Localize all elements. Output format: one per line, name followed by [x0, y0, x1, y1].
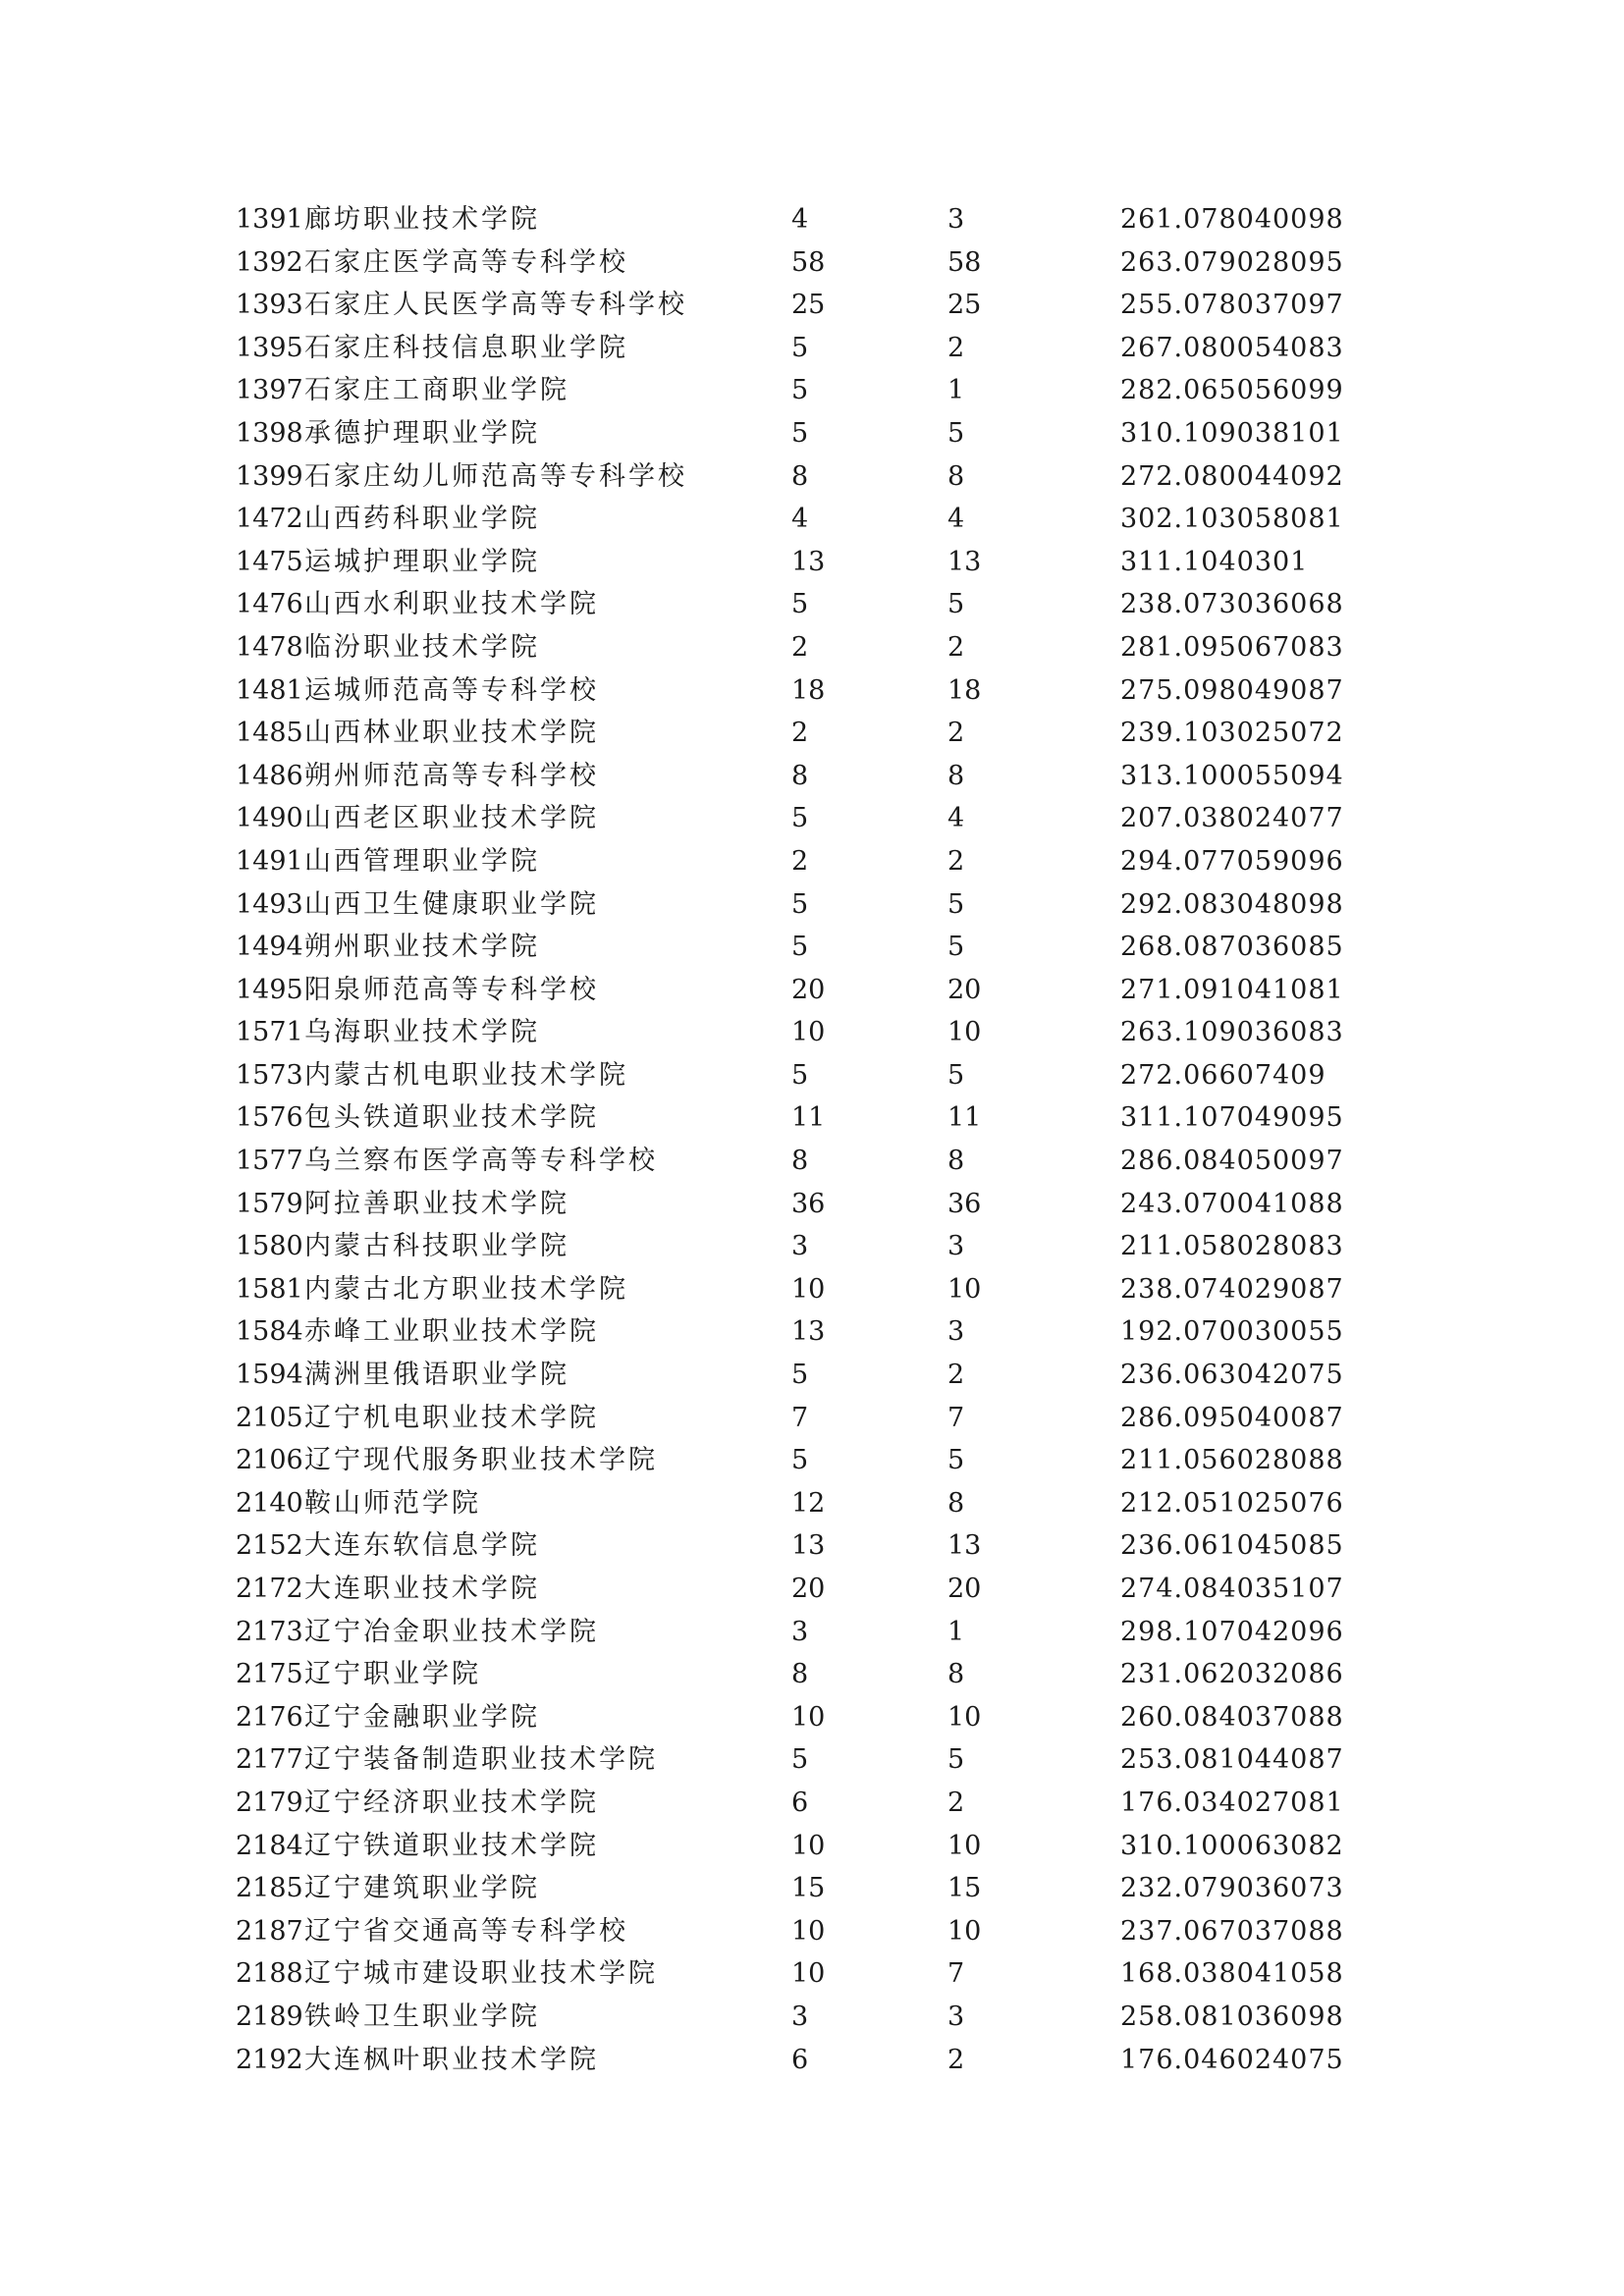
table-row	[0, 327, 1624, 370]
table-row	[0, 498, 1624, 541]
admitted-count: 3	[947, 1316, 965, 1348]
score-value: 253.081044087	[1120, 1744, 1344, 1776]
school-name: 山西管理职业学院	[304, 845, 540, 877]
score-value: 168.038041058	[1120, 1958, 1344, 1990]
school-code: 1472	[236, 504, 303, 535]
school-code: 1581	[236, 1273, 303, 1305]
table-row	[0, 1183, 1624, 1226]
school-name: 大连职业技术学院	[304, 1574, 540, 1604]
admitted-count: 36	[947, 1188, 982, 1219]
school-name: 大连枫叶职业技术学院	[304, 2044, 599, 2075]
plan-count: 2	[791, 631, 809, 663]
score-value: 236.061045085	[1120, 1530, 1344, 1562]
score-value: 239.103025072	[1120, 718, 1344, 749]
school-name: 运城护理职业学院	[304, 546, 540, 577]
school-name: 大连东软信息学院	[304, 1530, 540, 1562]
admitted-count: 5	[947, 1059, 965, 1091]
school-name: 赤峰工业职业技术学院	[304, 1316, 599, 1348]
school-name: 辽宁建筑职业学院	[304, 1873, 540, 1904]
school-code: 1494	[236, 932, 303, 963]
school-name: 铁岭卫生职业学院	[304, 2001, 540, 2032]
admitted-count: 11	[947, 1102, 982, 1134]
school-name: 辽宁金融职业学院	[304, 1701, 540, 1733]
plan-count: 20	[791, 974, 826, 1005]
school-name: 承德护理职业学院	[304, 417, 540, 449]
school-code: 2187	[236, 1915, 303, 1947]
score-value: 211.058028083	[1120, 1231, 1344, 1262]
school-code: 1476	[236, 589, 303, 620]
score-value: 212.051025076	[1120, 1487, 1344, 1519]
school-code: 1495	[236, 974, 303, 1005]
table-row	[0, 1910, 1624, 1953]
score-value: 311.107049095	[1120, 1102, 1344, 1134]
school-code: 2175	[236, 1659, 303, 1690]
table-row	[0, 883, 1624, 927]
school-name: 乌兰察布医学高等专科学校	[304, 1146, 658, 1177]
score-value: 281.095067083	[1120, 631, 1344, 663]
score-value: 292.083048098	[1120, 888, 1344, 920]
plan-count: 10	[791, 1958, 826, 1990]
school-name: 辽宁职业学院	[304, 1659, 481, 1690]
admitted-count: 4	[947, 803, 965, 834]
table-row	[0, 1482, 1624, 1525]
school-code: 2106	[236, 1445, 303, 1476]
school-code: 2184	[236, 1830, 303, 1861]
table-row	[0, 1738, 1624, 1782]
admitted-count: 2	[947, 332, 965, 363]
admitted-count: 8	[947, 1146, 965, 1177]
plan-count: 5	[791, 1360, 809, 1391]
school-code: 2192	[236, 2044, 303, 2075]
school-code: 1398	[236, 417, 303, 449]
school-name: 运城师范高等专科学校	[304, 674, 599, 706]
school-name: 辽宁装备制造职业技术学院	[304, 1744, 658, 1776]
plan-count: 2	[791, 718, 809, 749]
school-code: 1577	[236, 1146, 303, 1177]
school-code: 1584	[236, 1316, 303, 1348]
admitted-count: 20	[947, 1574, 982, 1604]
admitted-count: 7	[947, 1958, 965, 1990]
admitted-count: 13	[947, 546, 982, 577]
school-code: 1391	[236, 204, 303, 235]
school-name: 辽宁省交通高等专科学校	[304, 1915, 628, 1947]
score-value: 260.084037088	[1120, 1701, 1344, 1733]
admitted-count: 2	[947, 718, 965, 749]
table-row	[0, 1825, 1624, 1868]
table-row	[0, 1439, 1624, 1482]
admitted-count: 8	[947, 1487, 965, 1519]
table-row	[0, 541, 1624, 584]
table-row	[0, 2039, 1624, 2082]
plan-count: 7	[791, 1402, 809, 1433]
admitted-count: 5	[947, 1744, 965, 1776]
score-value: 231.062032086	[1120, 1659, 1344, 1690]
plan-count: 3	[791, 1231, 809, 1262]
admitted-count: 10	[947, 1915, 982, 1947]
plan-count: 5	[791, 1445, 809, 1476]
admitted-count: 2	[947, 845, 965, 877]
admitted-count: 2	[947, 631, 965, 663]
table-row	[0, 1568, 1624, 1611]
plan-count: 5	[791, 375, 809, 406]
plan-count: 5	[791, 932, 809, 963]
school-name: 辽宁机电职业技术学院	[304, 1402, 599, 1433]
school-code: 1491	[236, 845, 303, 877]
school-code: 2172	[236, 1574, 303, 1604]
plan-count: 36	[791, 1188, 826, 1219]
plan-count: 11	[791, 1102, 826, 1134]
plan-count: 10	[791, 1830, 826, 1861]
school-name: 包头铁道职业技术学院	[304, 1102, 599, 1134]
plan-count: 2	[791, 845, 809, 877]
score-value: 236.063042075	[1120, 1360, 1344, 1391]
admitted-count: 13	[947, 1530, 982, 1562]
score-value: 238.074029087	[1120, 1273, 1344, 1305]
score-value: 282.065056099	[1120, 375, 1344, 406]
school-code: 1579	[236, 1188, 303, 1219]
plan-count: 5	[791, 1059, 809, 1091]
school-name: 石家庄工商职业学院	[304, 375, 569, 406]
admitted-count: 15	[947, 1873, 982, 1904]
table-row	[0, 369, 1624, 412]
admitted-count: 5	[947, 1445, 965, 1476]
admitted-count: 8	[947, 760, 965, 791]
admitted-count: 5	[947, 932, 965, 963]
table-row	[0, 1140, 1624, 1183]
plan-count: 8	[791, 460, 809, 492]
table-row	[0, 1952, 1624, 1996]
score-value: 263.109036083	[1120, 1017, 1344, 1048]
school-code: 2176	[236, 1701, 303, 1733]
plan-count: 25	[791, 290, 826, 321]
score-value: 310.109038101	[1120, 417, 1344, 449]
school-code: 2152	[236, 1530, 303, 1562]
table-row	[0, 840, 1624, 883]
score-value: 286.084050097	[1120, 1146, 1344, 1177]
score-value: 268.087036085	[1120, 932, 1344, 963]
score-value: 298.107042096	[1120, 1616, 1344, 1647]
score-value: 255.078037097	[1120, 290, 1344, 321]
school-code: 1594	[236, 1360, 303, 1391]
plan-count: 13	[791, 1316, 826, 1348]
table-row	[0, 1054, 1624, 1097]
plan-count: 10	[791, 1915, 826, 1947]
table-row	[0, 755, 1624, 798]
table-row	[0, 1310, 1624, 1354]
admitted-count: 1	[947, 1616, 965, 1647]
plan-count: 3	[791, 1616, 809, 1647]
score-value: 286.095040087	[1120, 1402, 1344, 1433]
admitted-count: 58	[947, 246, 982, 278]
school-code: 2105	[236, 1402, 303, 1433]
school-code: 1478	[236, 631, 303, 663]
table-row	[0, 669, 1624, 713]
table-row	[0, 1524, 1624, 1568]
school-code: 2188	[236, 1958, 303, 1990]
admitted-count: 8	[947, 1659, 965, 1690]
plan-count: 5	[791, 888, 809, 920]
school-code: 1571	[236, 1017, 303, 1048]
plan-count: 4	[791, 204, 809, 235]
score-value: 302.103058081	[1120, 504, 1344, 535]
plan-count: 10	[791, 1701, 826, 1733]
plan-count: 5	[791, 417, 809, 449]
table-row	[0, 1268, 1624, 1311]
school-name: 内蒙古机电职业技术学院	[304, 1059, 628, 1091]
plan-count: 8	[791, 760, 809, 791]
score-value: 263.079028095	[1120, 246, 1344, 278]
school-code: 1395	[236, 332, 303, 363]
admitted-count: 3	[947, 2001, 965, 2032]
school-name: 山西水利职业技术学院	[304, 589, 599, 620]
admitted-count: 2	[947, 1360, 965, 1391]
plan-count: 6	[791, 1787, 809, 1818]
table-row	[0, 198, 1624, 241]
admitted-count: 5	[947, 417, 965, 449]
plan-count: 8	[791, 1659, 809, 1690]
score-value: 211.056028088	[1120, 1445, 1344, 1476]
school-name: 山西卫生健康职业学院	[304, 888, 599, 920]
school-code: 1486	[236, 760, 303, 791]
table-row	[0, 455, 1624, 499]
school-name: 山西老区职业技术学院	[304, 803, 599, 834]
admitted-count: 8	[947, 460, 965, 492]
school-code: 2189	[236, 2001, 303, 2032]
table-row	[0, 1653, 1624, 1696]
table-row	[0, 926, 1624, 969]
table-row	[0, 626, 1624, 669]
plan-count: 5	[791, 332, 809, 363]
admitted-count: 10	[947, 1017, 982, 1048]
school-code: 2173	[236, 1616, 303, 1647]
plan-count: 5	[791, 803, 809, 834]
admitted-count: 5	[947, 888, 965, 920]
school-name: 石家庄幼儿师范高等专科学校	[304, 460, 687, 492]
score-value: 232.079036073	[1120, 1873, 1344, 1904]
table-row	[0, 284, 1624, 327]
table-row	[0, 1397, 1624, 1440]
table-row	[0, 797, 1624, 840]
school-name: 阳泉师范高等专科学校	[304, 974, 599, 1005]
school-name: 山西林业职业技术学院	[304, 718, 599, 749]
score-value: 310.100063082	[1120, 1830, 1344, 1861]
school-code: 1475	[236, 546, 303, 577]
plan-count: 6	[791, 2044, 809, 2075]
admitted-count: 3	[947, 1231, 965, 1262]
school-name: 乌海职业技术学院	[304, 1017, 540, 1048]
school-code: 1490	[236, 803, 303, 834]
school-code: 1576	[236, 1102, 303, 1134]
school-code: 1397	[236, 375, 303, 406]
admitted-count: 10	[947, 1701, 982, 1733]
table-row	[0, 1867, 1624, 1910]
school-name: 辽宁经济职业技术学院	[304, 1787, 599, 1818]
plan-count: 15	[791, 1873, 826, 1904]
school-name: 廊坊职业技术学院	[304, 204, 540, 235]
score-value: 237.067037088	[1120, 1915, 1344, 1947]
score-value: 192.070030055	[1120, 1316, 1344, 1348]
admitted-count: 7	[947, 1402, 965, 1433]
school-code: 1481	[236, 674, 303, 706]
admitted-count: 20	[947, 974, 982, 1005]
admitted-count: 3	[947, 204, 965, 235]
score-value: 272.06607409	[1120, 1059, 1326, 1091]
score-value: 176.046024075	[1120, 2044, 1344, 2075]
school-code: 1399	[236, 460, 303, 492]
school-code: 1580	[236, 1231, 303, 1262]
school-name: 石家庄科技信息职业学院	[304, 332, 628, 363]
table-row	[0, 712, 1624, 755]
table-row	[0, 1696, 1624, 1739]
score-value: 274.084035107	[1120, 1574, 1344, 1604]
table-row	[0, 1225, 1624, 1268]
table-row	[0, 1011, 1624, 1054]
school-name: 朔州师范高等专科学校	[304, 760, 599, 791]
admitted-count: 18	[947, 674, 982, 706]
score-value: 272.080044092	[1120, 460, 1344, 492]
school-code: 2185	[236, 1873, 303, 1904]
admitted-count: 2	[947, 1787, 965, 1818]
school-name: 辽宁冶金职业技术学院	[304, 1616, 599, 1647]
admitted-count: 10	[947, 1273, 982, 1305]
school-code: 1393	[236, 290, 303, 321]
score-value: 258.081036098	[1120, 2001, 1344, 2032]
school-name: 鞍山师范学院	[304, 1487, 481, 1519]
plan-count: 20	[791, 1574, 826, 1604]
school-code: 1392	[236, 246, 303, 278]
school-name: 满洲里俄语职业学院	[304, 1360, 569, 1391]
school-name: 朔州职业技术学院	[304, 932, 540, 963]
school-code: 1485	[236, 718, 303, 749]
school-name: 内蒙古科技职业学院	[304, 1231, 569, 1262]
school-name: 阿拉善职业技术学院	[304, 1188, 569, 1219]
plan-count: 5	[791, 1744, 809, 1776]
table-row	[0, 1611, 1624, 1654]
score-value: 271.091041081	[1120, 974, 1344, 1005]
plan-count: 10	[791, 1273, 826, 1305]
admitted-count: 1	[947, 375, 965, 406]
score-value: 313.100055094	[1120, 760, 1344, 791]
plan-count: 4	[791, 504, 809, 535]
table-row	[0, 1782, 1624, 1825]
school-name: 临汾职业技术学院	[304, 631, 540, 663]
school-name: 辽宁铁道职业技术学院	[304, 1830, 599, 1861]
plan-count: 3	[791, 2001, 809, 2032]
school-code: 2140	[236, 1487, 303, 1519]
admitted-count: 4	[947, 504, 965, 535]
school-code: 1493	[236, 888, 303, 920]
admission-table	[0, 198, 1624, 2081]
school-name: 石家庄医学高等专科学校	[304, 246, 628, 278]
school-name: 内蒙古北方职业技术学院	[304, 1273, 628, 1305]
table-row	[0, 583, 1624, 626]
plan-count: 13	[791, 546, 826, 577]
plan-count: 8	[791, 1146, 809, 1177]
table-row	[0, 1354, 1624, 1397]
score-value: 176.034027081	[1120, 1787, 1344, 1818]
school-code: 2177	[236, 1744, 303, 1776]
admitted-count: 5	[947, 589, 965, 620]
score-value: 267.080054083	[1120, 332, 1344, 363]
score-value: 243.070041088	[1120, 1188, 1344, 1219]
school-name: 辽宁现代服务职业技术学院	[304, 1445, 658, 1476]
plan-count: 10	[791, 1017, 826, 1048]
score-value: 238.073036068	[1120, 589, 1344, 620]
school-name: 山西药科职业学院	[304, 504, 540, 535]
school-name: 石家庄人民医学高等专科学校	[304, 290, 687, 321]
school-code: 2179	[236, 1787, 303, 1818]
plan-count: 5	[791, 589, 809, 620]
plan-count: 58	[791, 246, 826, 278]
score-value: 261.078040098	[1120, 204, 1344, 235]
table-row	[0, 969, 1624, 1012]
plan-count: 13	[791, 1530, 826, 1562]
plan-count: 18	[791, 674, 826, 706]
school-name: 辽宁城市建设职业技术学院	[304, 1958, 658, 1990]
table-row	[0, 1996, 1624, 2039]
admitted-count: 25	[947, 290, 982, 321]
plan-count: 12	[791, 1487, 826, 1519]
school-code: 1573	[236, 1059, 303, 1091]
admitted-count: 10	[947, 1830, 982, 1861]
score-value: 311.1040301	[1120, 546, 1309, 577]
score-value: 275.098049087	[1120, 674, 1344, 706]
table-row	[0, 1096, 1624, 1140]
admitted-count: 2	[947, 2044, 965, 2075]
table-row	[0, 241, 1624, 285]
table-row	[0, 412, 1624, 455]
score-value: 207.038024077	[1120, 803, 1344, 834]
score-value: 294.077059096	[1120, 845, 1344, 877]
